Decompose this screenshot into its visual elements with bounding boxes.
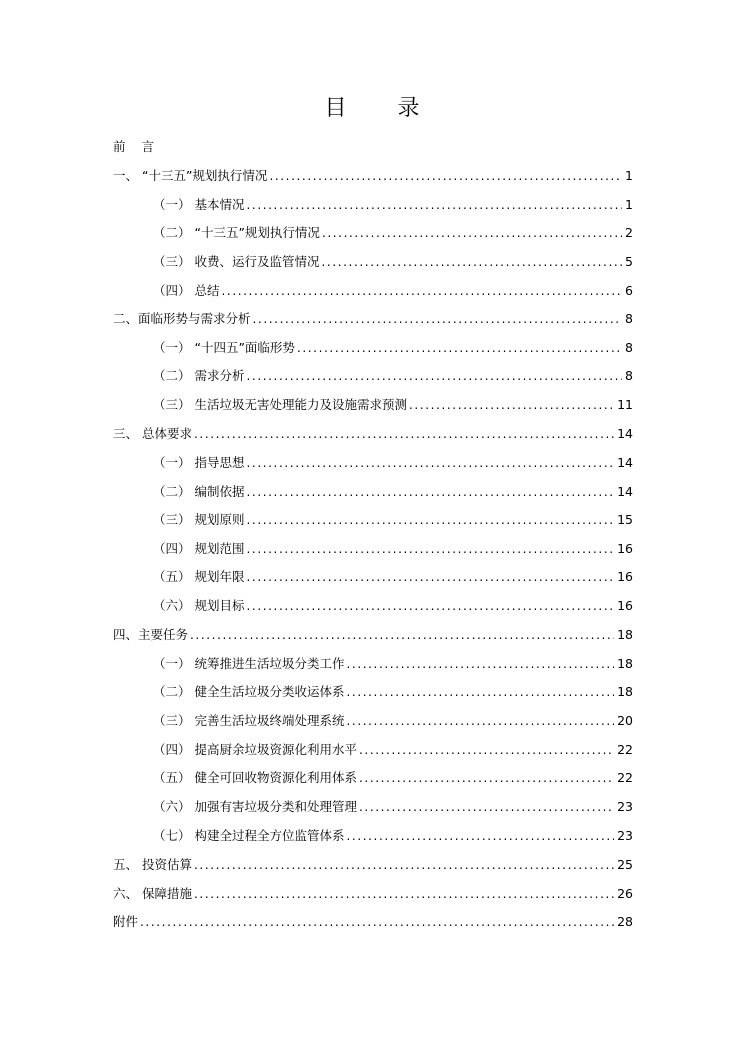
toc-entry-page: 11: [617, 397, 633, 412]
toc-entry-label: （二） “十三五”规划执行情况: [153, 225, 320, 240]
toc-entry-label: （一） “十四五”面临形势: [153, 340, 295, 355]
toc-entry-label: （七） 构建全过程全方位监管体系: [153, 828, 345, 843]
dot-leader: [194, 855, 614, 875]
toc-entry-4-4[interactable]: [153, 740, 633, 760]
toc-entry-page: 8: [625, 311, 633, 326]
toc-entry-3-3[interactable]: [153, 510, 633, 530]
toc-entry-1-2[interactable]: [153, 223, 633, 243]
dot-leader: [246, 453, 614, 473]
toc-entry-page: 14: [617, 426, 633, 441]
toc-entry-5[interactable]: [113, 855, 633, 875]
dot-leader: [322, 223, 622, 243]
toc-entry-page: 20: [617, 713, 633, 728]
dot-leader: [221, 281, 622, 301]
toc-entry-label: （五） 健全可回收物资源化利用体系: [153, 770, 357, 785]
dot-leader: [346, 826, 614, 846]
toc-entry-label: （一） 统筹推进生活垃圾分类工作: [153, 656, 345, 671]
toc-entry-4-3[interactable]: [153, 711, 633, 731]
toc-entry-label: （二） 编制依据: [153, 484, 245, 499]
dot-leader: [246, 567, 614, 587]
toc-entry-page: 5: [625, 254, 633, 269]
dot-leader: [253, 309, 623, 329]
dot-leader: [297, 338, 622, 358]
toc-entry-label: （四） 总结: [153, 283, 220, 298]
dot-leader: [246, 195, 622, 215]
toc-entry-label: 附件: [113, 914, 139, 929]
toc-entry-label: 五、 投资估算: [113, 857, 192, 872]
toc-entry-page: 1: [625, 168, 633, 183]
page-title: 目 录: [324, 96, 442, 121]
dot-leader: [190, 625, 614, 645]
toc-entry-4-7[interactable]: [153, 826, 633, 846]
toc-entry-3-4[interactable]: [153, 539, 633, 559]
dot-leader: [194, 884, 614, 904]
dot-leader: [246, 596, 614, 616]
toc-entry-1[interactable]: [113, 166, 633, 186]
toc-entry-3-6[interactable]: [153, 596, 633, 616]
toc-entry-1-1[interactable]: [153, 195, 633, 215]
toc-entry-label: （二） 健全生活垃圾分类收运体系: [153, 684, 345, 699]
toc-entry-page: 16: [617, 598, 633, 613]
toc-entry-label: 四、主要任务: [113, 627, 189, 642]
toc-entry-page: 16: [617, 569, 633, 584]
toc-entry-3-5[interactable]: [153, 567, 633, 587]
dot-leader: [346, 711, 614, 731]
toc-entry-label: （四） 规划范围: [153, 541, 245, 556]
toc-entry-label: （三） 规划原则: [153, 512, 245, 527]
toc-entry-3-2[interactable]: [153, 482, 633, 502]
toc-entry-2-3[interactable]: [153, 395, 633, 415]
toc-entry-page: 23: [617, 828, 633, 843]
toc-entry-page: 18: [617, 656, 633, 671]
dot-leader: [321, 252, 622, 272]
toc-entry-2-2[interactable]: [153, 366, 633, 386]
toc-entry-label: （一） 指导思想: [153, 455, 245, 470]
toc-entry-1-3[interactable]: [153, 252, 633, 272]
toc-entry-4-2[interactable]: [153, 682, 633, 702]
toc-entry-4-5[interactable]: [153, 768, 633, 788]
toc-entry-label: （三） 完善生活垃圾终端处理系统: [153, 713, 345, 728]
toc-entry-label: （三） 生活垃圾无害处理能力及设施需求预测: [153, 397, 407, 412]
toc-entry-label: 三、 总体要求: [113, 426, 192, 441]
toc-entry-label: （三） 收费、运行及监管情况: [153, 254, 320, 269]
toc-entry-label: （一） 基本情况: [153, 197, 245, 212]
toc-preface[interactable]: [113, 137, 633, 157]
toc-entry-4[interactable]: [113, 625, 633, 645]
toc-entry-page: 26: [617, 886, 633, 901]
toc-entry-page: 1: [625, 197, 633, 212]
toc-entry-label: （六） 规划目标: [153, 598, 245, 613]
toc-entry-2-1[interactable]: [153, 338, 633, 358]
toc-entry-page: 18: [617, 627, 633, 642]
toc-entry-page: 8: [625, 340, 633, 355]
toc-entry-page: 14: [617, 455, 633, 470]
toc-entry-label: 一、 “十三五”规划执行情况: [113, 168, 268, 183]
toc-entry-label: （四） 提高厨余垃圾资源化利用水平: [153, 742, 357, 757]
dot-leader: [359, 740, 614, 760]
dot-leader: [269, 166, 622, 186]
dot-leader: [246, 366, 622, 386]
toc-entry-page: 15: [617, 512, 633, 527]
toc-entry-label: 二、面临形势与需求分析: [113, 311, 251, 326]
toc-entry-3[interactable]: [113, 424, 633, 444]
toc-entry-page: 8: [625, 368, 633, 383]
toc-entry-page: 18: [617, 684, 633, 699]
dot-leader: [346, 654, 614, 674]
toc-entry-label: （六） 加强有害垃圾分类和处理管理: [153, 799, 357, 814]
toc-entry-6[interactable]: [113, 884, 633, 904]
toc-preface-label: 前 言: [113, 139, 160, 154]
toc-entry-page: 28: [617, 914, 633, 929]
toc-entry-4-6[interactable]: [153, 797, 633, 817]
dot-leader: [346, 682, 614, 702]
dot-leader: [409, 395, 614, 415]
dot-leader: [359, 768, 614, 788]
toc-entry-label: （二） 需求分析: [153, 368, 245, 383]
toc-entry-page: 25: [617, 857, 633, 872]
toc-entry-page: 16: [617, 541, 633, 556]
toc-entry-page: 22: [617, 742, 633, 757]
dot-leader: [246, 482, 614, 502]
toc-entry-page: 23: [617, 799, 633, 814]
toc-entry-page: 14: [617, 484, 633, 499]
dot-leader: [194, 424, 614, 444]
toc-entry-1-4[interactable]: [153, 281, 633, 301]
toc-entry-label: 六、 保障措施: [113, 886, 192, 901]
toc-entry-2[interactable]: [113, 309, 633, 329]
dot-leader: [246, 539, 614, 559]
toc-entry-page: 2: [625, 225, 633, 240]
dot-leader: [246, 510, 614, 530]
toc-entry-appendix[interactable]: [113, 912, 633, 932]
toc-entry-page: 22: [617, 770, 633, 785]
dot-leader: [359, 797, 614, 817]
toc-entry-page: 6: [625, 283, 633, 298]
toc-entry-3-1[interactable]: [153, 453, 633, 473]
toc-entry-label: （五） 规划年限: [153, 569, 245, 584]
toc-entry-4-1[interactable]: [153, 654, 633, 674]
dot-leader: [140, 912, 614, 932]
